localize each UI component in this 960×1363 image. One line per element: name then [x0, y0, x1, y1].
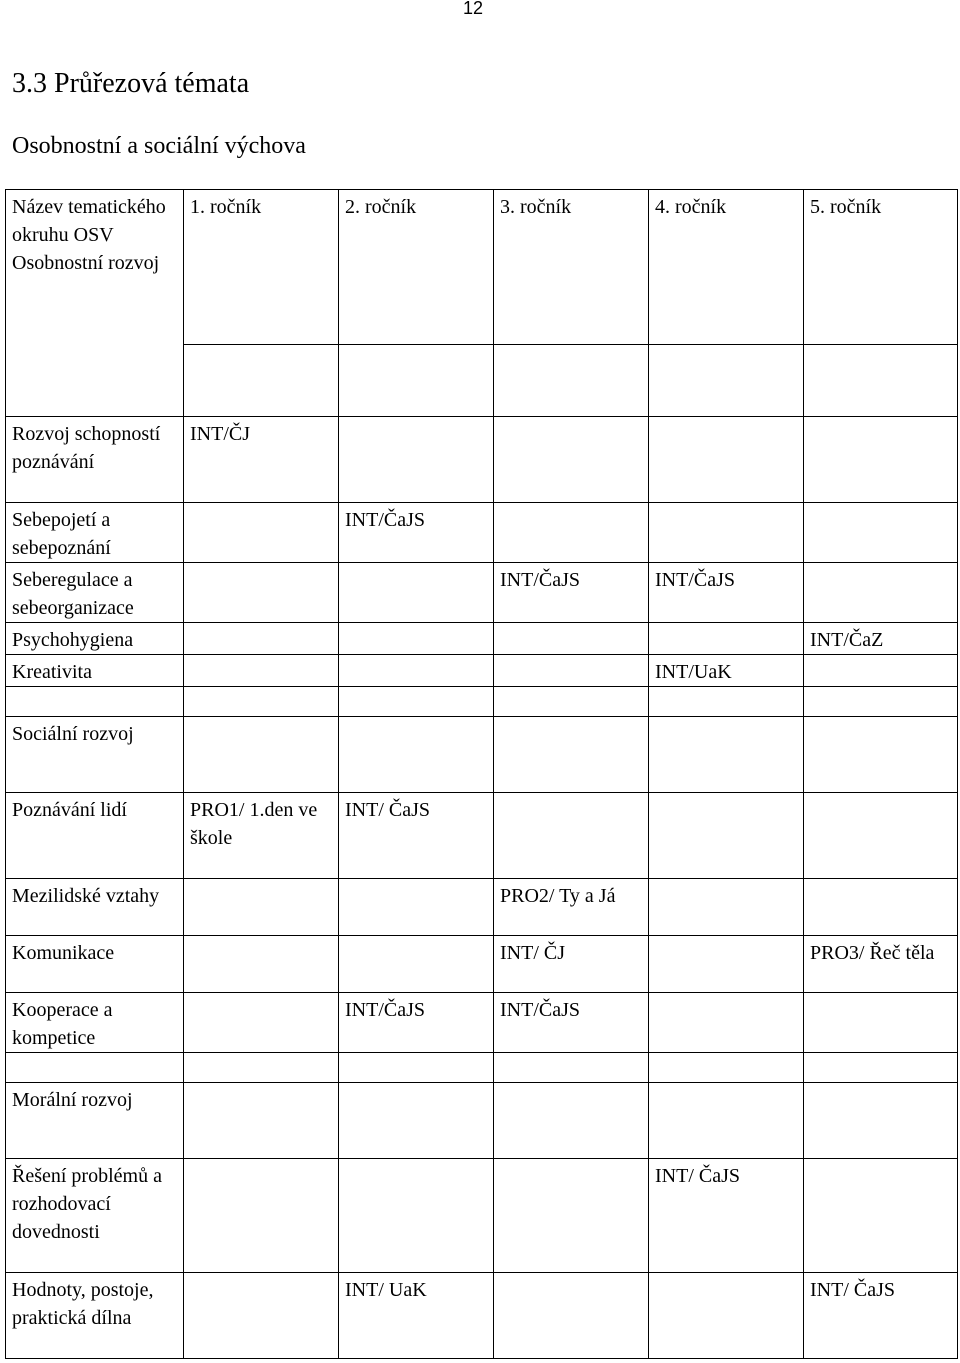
- table-cell: [184, 623, 339, 655]
- empty-cell: [649, 345, 804, 417]
- year-header: 4. ročník: [649, 190, 804, 345]
- empty-cell: [184, 1083, 339, 1159]
- table-cell: [649, 936, 804, 993]
- year-header: 5. ročník: [804, 190, 958, 345]
- table-cell: [184, 879, 339, 936]
- table-cell: [649, 793, 804, 879]
- group-title: Sociální rozvoj: [6, 717, 184, 793]
- empty-cell: [494, 1083, 649, 1159]
- empty-cell: [494, 345, 649, 417]
- table-row: [6, 936, 958, 993]
- topic-column-header: [6, 190, 184, 417]
- table-cell: [494, 1273, 649, 1359]
- table-cell: [339, 417, 494, 503]
- row-label: Kreativita: [6, 655, 184, 687]
- table-row: [6, 563, 958, 623]
- year-header: 2. ročník: [339, 190, 494, 345]
- table-row: [6, 655, 958, 687]
- empty-cell: [494, 717, 649, 793]
- group-title: Morální rozvoj: [6, 1083, 184, 1159]
- table-cell: PRO1/ 1.den ve škole: [184, 793, 339, 879]
- empty-cell: [804, 1083, 958, 1159]
- section-heading: 3.3 Průřezová témata: [12, 68, 250, 99]
- table-cell: PRO2/ Ty a Já: [494, 879, 649, 936]
- table-cell: [804, 879, 958, 936]
- table-row: [6, 993, 958, 1053]
- table-cell: INT/ČaJS: [494, 563, 649, 623]
- table-cell: INT/ ČaJS: [804, 1273, 958, 1359]
- table-cell: [649, 503, 804, 563]
- table-row: [6, 503, 958, 563]
- table-row: [6, 1273, 958, 1359]
- table-row: [6, 793, 958, 879]
- year-header: 3. ročník: [494, 190, 649, 345]
- row-label: Mezilidské vztahy: [6, 879, 184, 936]
- table-cell: [494, 655, 649, 687]
- row-label: Rozvoj schopností poznávání: [6, 417, 184, 503]
- empty-cell: [804, 345, 958, 417]
- table-cell: [339, 563, 494, 623]
- row-label: Sebepojetí a sebepoznání: [6, 503, 184, 563]
- table-cell: INT/ ČJ: [494, 936, 649, 993]
- group-header-row: [6, 717, 958, 793]
- row-label: Kooperace a kompetice: [6, 993, 184, 1053]
- table-cell: [184, 503, 339, 563]
- table-cell: INT/ČaJS: [339, 503, 494, 563]
- row-label: Komunikace: [6, 936, 184, 993]
- table-cell: [184, 563, 339, 623]
- empty-cell: [649, 1083, 804, 1159]
- header-row: [6, 190, 958, 345]
- empty-cell: [804, 717, 958, 793]
- empty-cell: [339, 345, 494, 417]
- table-cell: PRO3/ Řeč těla: [804, 936, 958, 993]
- row-label: Hodnoty, postoje, praktická dílna: [6, 1273, 184, 1359]
- table-cell: [184, 655, 339, 687]
- table-cell: [649, 879, 804, 936]
- table-cell: INT/UaK: [649, 655, 804, 687]
- table-cell: [339, 879, 494, 936]
- table-cell: INT/ČaJS: [649, 563, 804, 623]
- table-cell: [494, 417, 649, 503]
- table-cell: [804, 993, 958, 1053]
- empty-cell: [339, 717, 494, 793]
- row-label: Psychohygiena: [6, 623, 184, 655]
- table-row: [6, 623, 958, 655]
- table-cell: [184, 1273, 339, 1359]
- table-cell: [649, 1273, 804, 1359]
- page-number: 12: [463, 0, 484, 18]
- table-cell: INT/ČaZ: [804, 623, 958, 655]
- table-cell: [649, 623, 804, 655]
- spacer-row: [6, 687, 958, 717]
- table-cell: INT/ ČaJS: [339, 793, 494, 879]
- table-cell: INT/ČaJS: [494, 993, 649, 1053]
- table-cell: [804, 793, 958, 879]
- empty-cell: [184, 717, 339, 793]
- table-cell: INT/ UaK: [339, 1273, 494, 1359]
- group-title: Osobnostní rozvoj: [12, 252, 160, 274]
- table-cell: [494, 1159, 649, 1273]
- table-cell: [339, 623, 494, 655]
- table-cell: [804, 1159, 958, 1273]
- table-cell: [494, 503, 649, 563]
- table-cell: [804, 503, 958, 563]
- table-cell: [339, 1159, 494, 1273]
- table-cell: INT/ČaJS: [339, 993, 494, 1053]
- table-cell: [804, 655, 958, 687]
- table-cell: INT/ČJ: [184, 417, 339, 503]
- table-cell: [649, 417, 804, 503]
- spacer-row: [6, 1053, 958, 1083]
- table-cell: [184, 1159, 339, 1273]
- row-label: Řešení problémů a rozhodovací dovednosti: [6, 1159, 184, 1273]
- topic-column-label: Název tematického okruhu OSV: [12, 196, 166, 246]
- table-cell: [494, 623, 649, 655]
- empty-cell: [649, 717, 804, 793]
- table-cell: [804, 563, 958, 623]
- table-cell: INT/ ČaJS: [649, 1159, 804, 1273]
- row-label: Poznávání lidí: [6, 793, 184, 879]
- table-cell: [184, 936, 339, 993]
- table-row: [6, 417, 958, 503]
- table-row: [6, 1159, 958, 1273]
- table-cell: [649, 993, 804, 1053]
- year-header: 1. ročník: [184, 190, 339, 345]
- cross-curricular-topics-table: [5, 189, 958, 1359]
- section-subheading: Osobnostní a sociální výchova: [12, 133, 306, 159]
- row-label: Seberegulace a sebeorganizace: [6, 563, 184, 623]
- table-cell: [184, 993, 339, 1053]
- group-header-row: [6, 1083, 958, 1159]
- empty-cell: [339, 1083, 494, 1159]
- table-cell: [339, 936, 494, 993]
- table-cell: [494, 793, 649, 879]
- empty-cell: [184, 345, 339, 417]
- table-row: [6, 879, 958, 936]
- table-cell: [804, 417, 958, 503]
- table-cell: [339, 655, 494, 687]
